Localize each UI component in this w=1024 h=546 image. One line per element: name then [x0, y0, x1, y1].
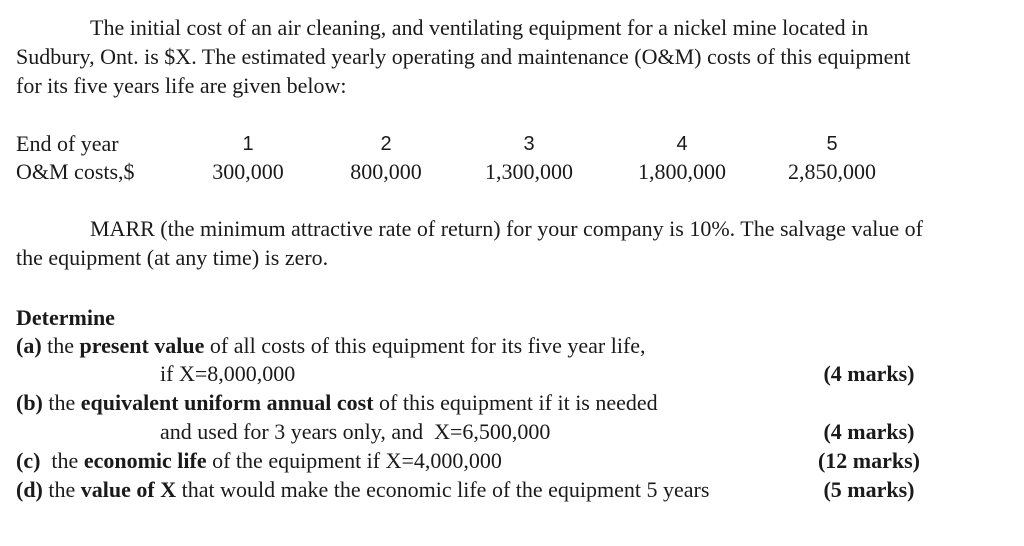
question-d — [16, 476, 709, 504]
question-a — [16, 332, 646, 360]
row-label-cost: O&M costs,$ — [16, 159, 135, 184]
marr-line-2: the equipment (at any time) is zero. — [16, 245, 329, 270]
year-cell-4: 4 — [676, 133, 688, 155]
cost-cell-2: 800,000 — [350, 159, 422, 184]
question-b-pre: the — [42, 390, 81, 415]
question-a-line-2: if X=8,000,000 — [160, 361, 296, 386]
question-d-pre: the — [42, 477, 81, 502]
year-cell-1: 1 — [242, 133, 254, 155]
cost-cell-3: 1,300,000 — [485, 159, 573, 184]
table-row-year — [16, 130, 916, 158]
marks-d: (5 marks) — [823, 477, 915, 502]
question-c-post: of the equipment if X=4,000,000 — [206, 448, 502, 473]
marr-line-1: MARR (the minimum attractive rate of return) for your company is 10%. The salvage value of — [90, 216, 923, 241]
year-cell-5: 5 — [826, 133, 838, 155]
question-b — [16, 389, 658, 417]
intro-line-3: for its five years life are given below: — [16, 73, 347, 98]
table-row-cost — [16, 158, 916, 186]
question-a-tag: (a) — [16, 333, 42, 358]
intro-line-1: The initial cost of an air cleaning, and ventilating equipment for a nickel mine located in — [90, 15, 869, 40]
row-label-year: End of year — [16, 131, 119, 156]
cost-cell-5: 2,850,000 — [788, 159, 876, 184]
year-cell-3: 3 — [523, 133, 535, 155]
question-a-post: of all costs of this equipment for its five year life, — [204, 333, 646, 358]
cost-cell-4: 1,800,000 — [638, 159, 726, 184]
question-d-bold: value of X — [80, 477, 177, 502]
question-d-tag: (d) — [16, 477, 43, 502]
question-c-tag: (c) — [16, 448, 41, 473]
marks-b: (4 marks) — [823, 419, 915, 444]
question-c — [16, 447, 502, 475]
question-b-tag: (b) — [16, 390, 43, 415]
question-b-line-2: and used for 3 years only, and X=6,500,000 — [160, 419, 551, 444]
question-a-bold: present value — [79, 333, 205, 358]
cost-cell-1: 300,000 — [212, 159, 284, 184]
question-c-bold: economic life — [83, 448, 207, 473]
marks-a: (4 marks) — [823, 361, 915, 386]
year-cell-2: 2 — [380, 133, 392, 155]
question-c-pre: the — [40, 448, 84, 473]
question-a-pre: the — [41, 333, 80, 358]
marks-c: (12 marks) — [817, 448, 921, 473]
determine-heading: Determine — [16, 305, 115, 330]
intro-line-2: Sudbury, Ont. is $X. The estimated yearly operating and maintenance (O&M) costs of this equipment — [16, 44, 911, 69]
question-b-bold: equivalent uniform annual cost — [80, 390, 374, 415]
question-d-post: that would make the economic life of the equipment 5 years — [176, 477, 710, 502]
question-b-post: of this equipment if it is needed — [373, 390, 658, 415]
